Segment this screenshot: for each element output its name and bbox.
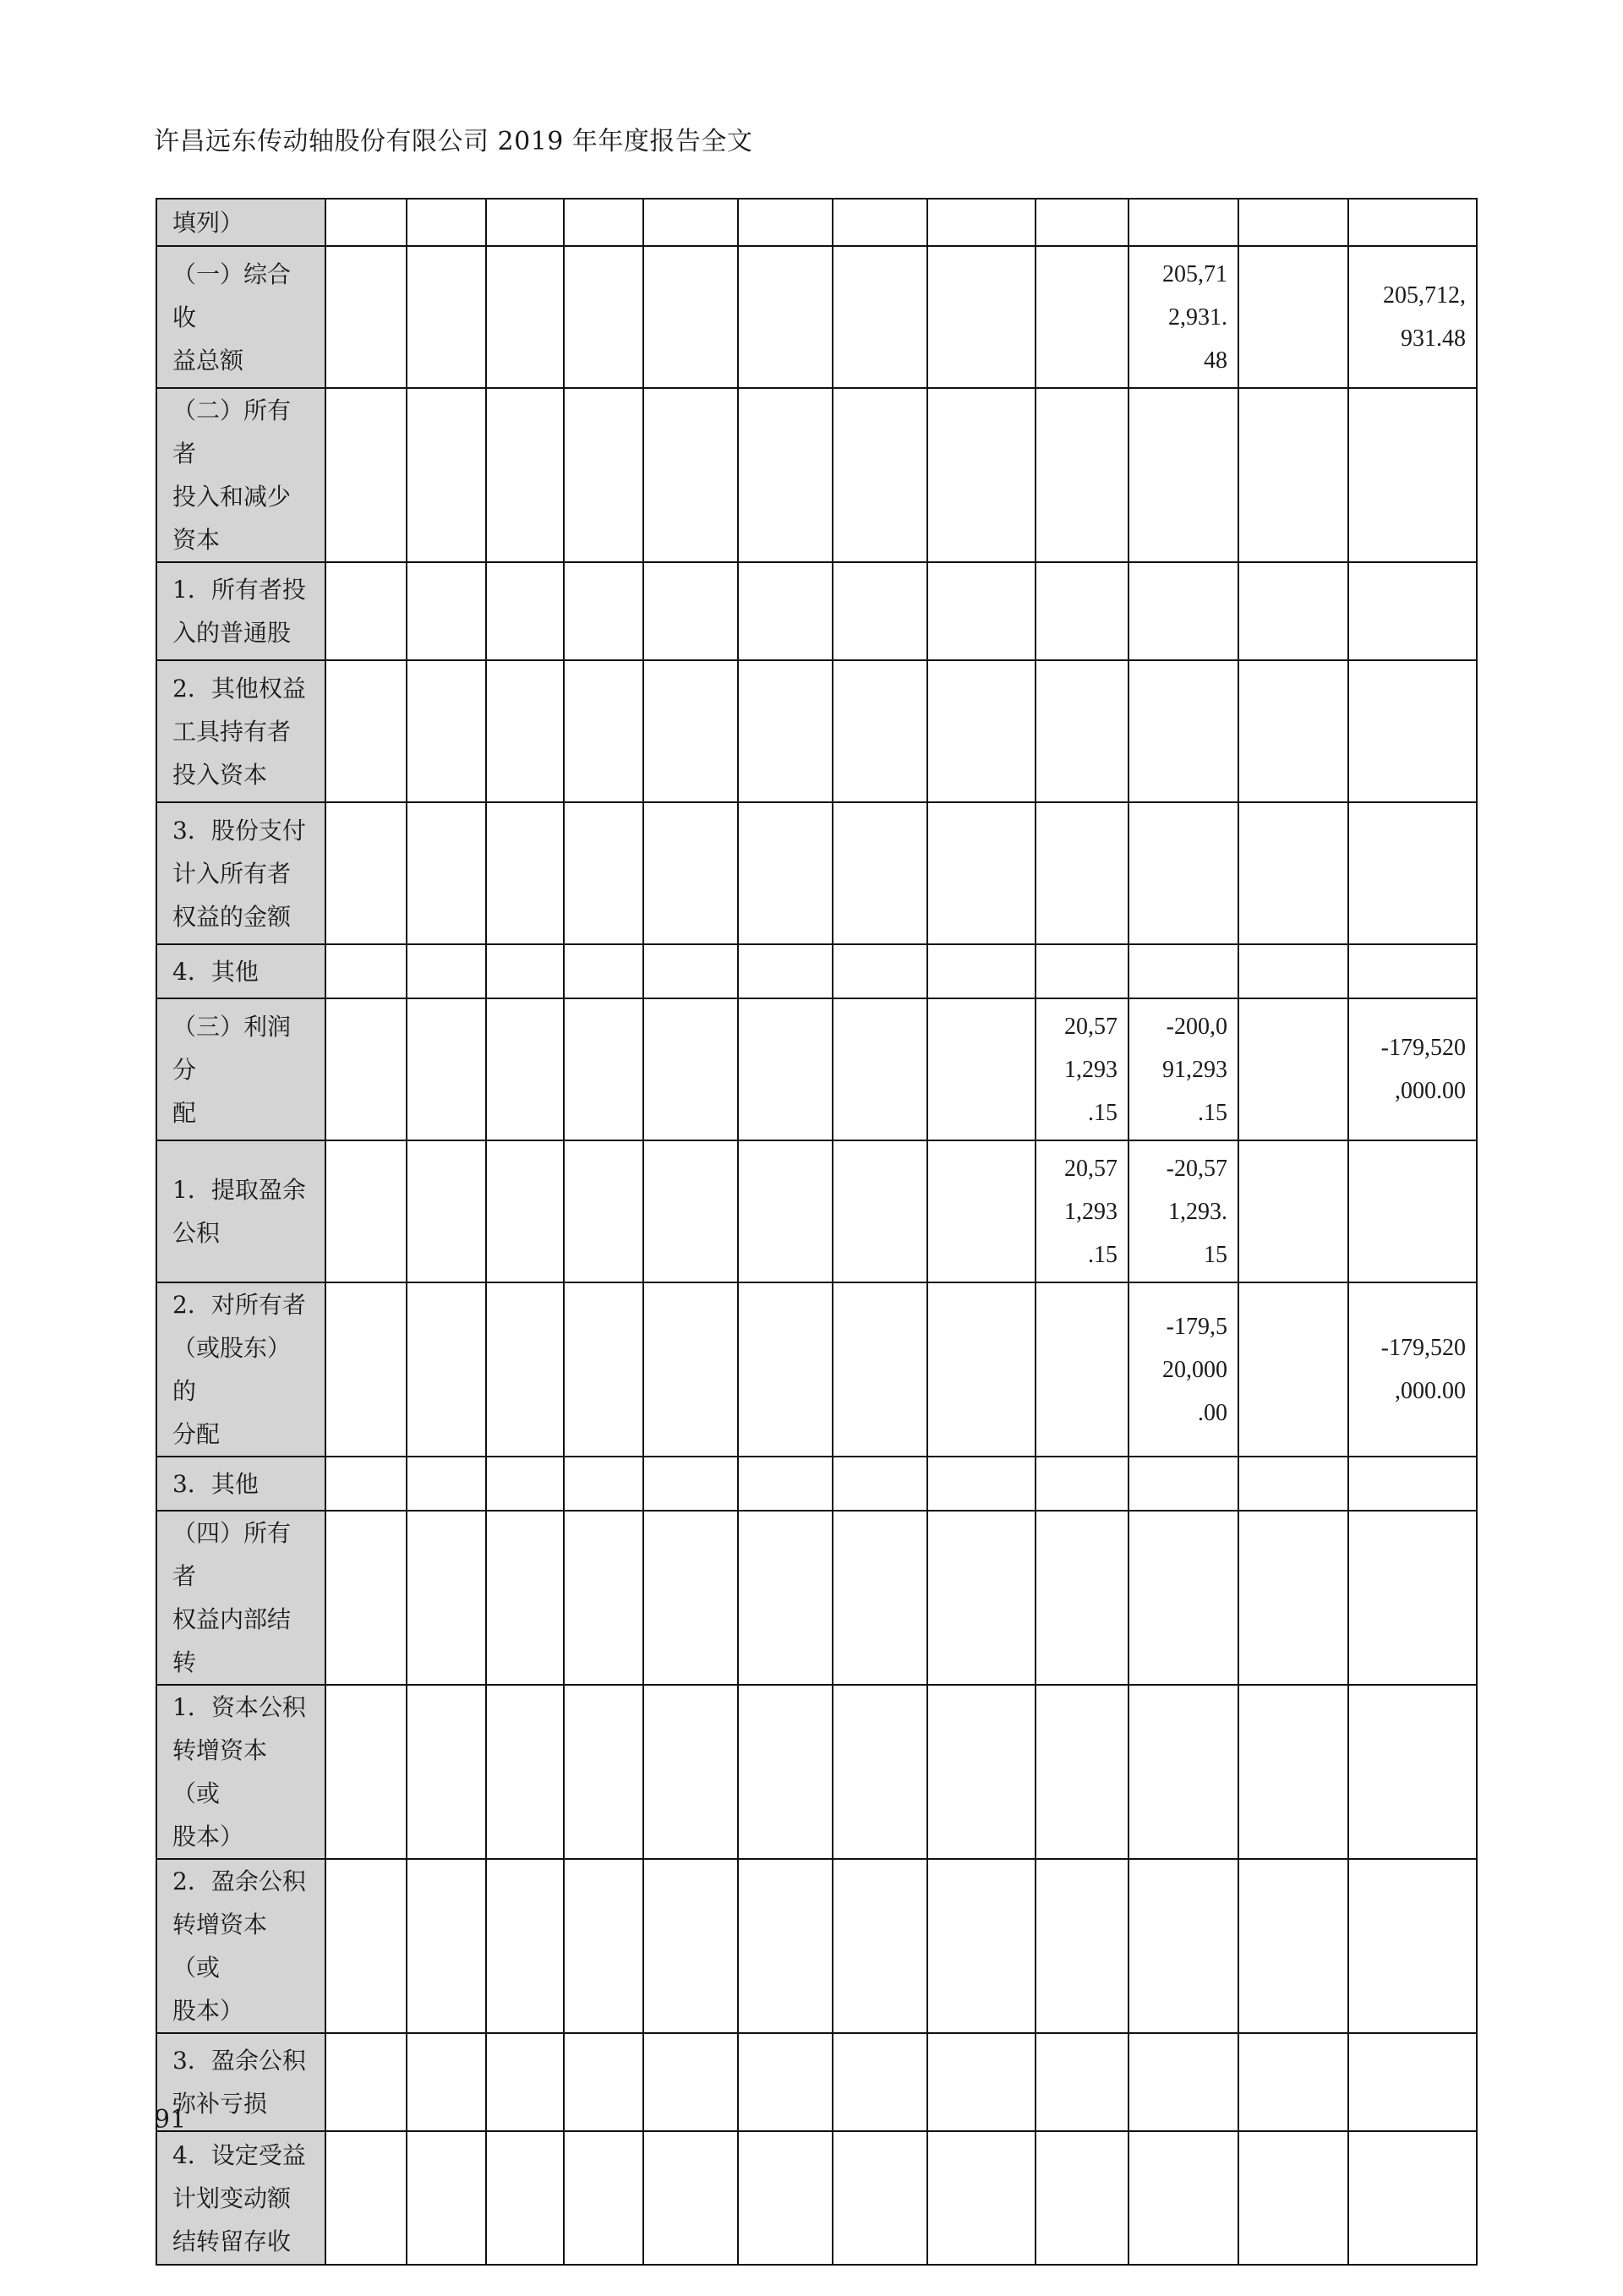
value-cell [927,2131,1036,2265]
value-cell [1128,1859,1238,2033]
value-cell [1238,802,1348,944]
value-cell [738,1511,833,1685]
value-cell [486,1457,564,1511]
row-label: 4．设定受益 计划变动额 结转留存收 [156,2131,325,2265]
value-cell [1128,660,1238,802]
value-cell [833,562,927,660]
value-cell [325,562,407,660]
value-cell [738,802,833,944]
value-cell [486,1282,564,1457]
value-cell [1036,246,1128,388]
row-label: 1．资本公积 转增资本（或 股本） [156,1685,325,1859]
value-cell [407,998,486,1140]
value-cell [1238,1140,1348,1282]
value-cell [486,802,564,944]
value-cell [564,199,643,246]
value-cell [1348,1282,1477,1457]
value-cell [833,246,927,388]
value-cell [1238,1859,1348,2033]
value-cell [1128,199,1238,246]
value-cell [325,1859,407,2033]
row-label: 3．盈余公积 弥补亏损 [156,2033,325,2131]
value-cell [738,2033,833,2131]
value-cell [486,1511,564,1685]
table-row [156,1685,1477,1859]
value-cell [833,2131,927,2265]
value-cell [325,2033,407,2131]
value-cell [1036,1140,1128,1282]
row-label: （四）所有者 权益内部结 转 [156,1511,325,1685]
value-cell [564,2131,643,2265]
value-cell [1348,2033,1477,2131]
cell-amount: -179,520 ,000.00 [1380,1335,1466,1404]
value-cell [564,998,643,1140]
value-cell [738,1859,833,2033]
value-cell [486,2131,564,2265]
value-cell [1348,660,1477,802]
value-cell [564,2033,643,2131]
cell-amount: 20,57 1,293 .15 [1064,1013,1118,1126]
page-number: 91 [154,2105,187,2135]
value-cell [833,1140,927,1282]
value-cell [833,1511,927,1685]
value-cell [1036,1685,1128,1859]
value-cell [486,246,564,388]
value-cell [1036,1511,1128,1685]
value-cell [325,1457,407,1511]
value-cell [738,998,833,1140]
value-cell [643,562,738,660]
table-row [156,388,1477,562]
value-cell [1238,199,1348,246]
value-cell [1348,562,1477,660]
row-label: 3．股份支付 计入所有者 权益的金额 [156,802,325,944]
cell-amount: 205,71 2,931. 48 [1162,260,1227,374]
value-cell [738,388,833,562]
value-cell [927,199,1036,246]
row-label: 4．其他 [156,944,325,998]
value-cell [1128,1140,1238,1282]
table-row [156,2131,1477,2265]
value-cell [407,2033,486,2131]
value-cell [927,1859,1036,2033]
value-cell [486,388,564,562]
value-cell [564,246,643,388]
value-cell [486,944,564,998]
value-cell [407,2131,486,2265]
row-label: 3．其他 [156,1457,325,1511]
value-cell [643,388,738,562]
value-cell [927,1457,1036,1511]
row-label: 填列） [156,199,325,246]
value-cell [738,944,833,998]
row-label: 2．其他权益 工具持有者 投入资本 [156,660,325,802]
value-cell [486,1859,564,2033]
value-cell [486,660,564,802]
value-cell [407,660,486,802]
value-cell [325,660,407,802]
value-cell [1238,944,1348,998]
value-cell [407,388,486,562]
value-cell [564,1282,643,1457]
value-cell [1348,1511,1477,1685]
table-row [156,660,1477,802]
value-cell [927,1511,1036,1685]
value-cell [833,1457,927,1511]
value-cell [1238,1457,1348,1511]
value-cell [325,2131,407,2265]
value-cell [1128,1685,1238,1859]
value-cell [1238,1282,1348,1457]
table-row [156,1511,1477,1685]
value-cell [1348,1859,1477,2033]
value-cell [927,802,1036,944]
value-cell [927,1282,1036,1457]
value-cell [1348,1140,1477,1282]
value-cell [643,944,738,998]
value-cell [738,1140,833,1282]
value-cell [1128,562,1238,660]
value-cell [643,1457,738,1511]
equity-changes-table [156,198,1478,2266]
value-cell [1348,802,1477,944]
value-cell [927,1685,1036,1859]
value-cell [1238,246,1348,388]
cell-amount: -179,5 20,000 .00 [1162,1313,1227,1426]
value-cell [1036,944,1128,998]
value-cell [1036,1859,1128,2033]
value-cell [1348,2131,1477,2265]
value-cell [407,1282,486,1457]
value-cell [643,1140,738,1282]
row-label: 2．盈余公积 转增资本（或 股本） [156,1859,325,2033]
value-cell [1238,2033,1348,2131]
table-row [156,1859,1477,2033]
value-cell [738,1282,833,1457]
value-cell [738,199,833,246]
value-cell [927,562,1036,660]
value-cell [325,388,407,562]
value-cell [738,246,833,388]
value-cell [1128,1282,1238,1457]
value-cell [325,199,407,246]
value-cell [1348,246,1477,388]
value-cell [486,199,564,246]
value-cell [1238,1511,1348,1685]
table-row [156,1140,1477,1282]
value-cell [643,660,738,802]
value-cell [1128,1457,1238,1511]
value-cell [1348,1457,1477,1511]
value-cell [927,660,1036,802]
value-cell [486,562,564,660]
row-label: 1．所有者投 入的普通股 [156,562,325,660]
cell-amount: -200,0 91,293 .15 [1162,1013,1227,1126]
value-cell [738,2131,833,2265]
value-cell [833,2033,927,2131]
value-cell [833,944,927,998]
value-cell [325,998,407,1140]
value-cell [1036,562,1128,660]
value-cell [486,2033,564,2131]
row-label: 1．提取盈余 公积 [156,1140,325,1282]
value-cell [564,944,643,998]
value-cell [407,199,486,246]
value-cell [407,1511,486,1685]
value-cell [643,2033,738,2131]
value-cell [1238,660,1348,802]
value-cell [1238,562,1348,660]
cell-amount: -179,520 ,000.00 [1380,1035,1466,1104]
value-cell [833,1685,927,1859]
value-cell [325,1685,407,1859]
table-row [156,562,1477,660]
value-cell [325,802,407,944]
value-cell [564,660,643,802]
value-cell [927,388,1036,562]
value-cell [564,802,643,944]
value-cell [1238,388,1348,562]
report-header-title: 许昌远东传动轴股份有限公司 2019 年年度报告全文 [154,127,753,156]
value-cell [833,660,927,802]
value-cell [325,1282,407,1457]
cell-amount: -20,57 1,293. 15 [1166,1155,1227,1268]
value-cell [643,998,738,1140]
value-cell [833,1859,927,2033]
value-cell [1348,1685,1477,1859]
value-cell [564,1511,643,1685]
row-label: （一）综合收 益总额 [156,246,325,388]
value-cell [325,246,407,388]
table-row [156,944,1477,998]
value-cell [407,944,486,998]
value-cell [1128,2131,1238,2265]
value-cell [407,1140,486,1282]
value-cell [738,1457,833,1511]
table-row [156,246,1477,388]
value-cell [643,802,738,944]
value-cell [833,802,927,944]
value-cell [407,246,486,388]
value-cell [1036,1457,1128,1511]
cell-amount: 20,57 1,293 .15 [1064,1155,1118,1268]
value-cell [1128,388,1238,562]
value-cell [407,802,486,944]
row-label: （三）利润分 配 [156,998,325,1140]
value-cell [927,2033,1036,2131]
value-cell [1128,246,1238,388]
value-cell [1036,2131,1128,2265]
value-cell [833,199,927,246]
value-cell [564,1457,643,1511]
value-cell [1036,1282,1128,1457]
value-cell [325,1140,407,1282]
value-cell [643,246,738,388]
value-cell [738,1685,833,1859]
value-cell [643,1282,738,1457]
value-cell [833,1282,927,1457]
value-cell [643,199,738,246]
value-cell [1238,2131,1348,2265]
value-cell [1036,199,1128,246]
row-label: 2．对所有者 （或股东）的 分配 [156,1282,325,1457]
value-cell [833,388,927,562]
value-cell [1348,388,1477,562]
row-label: （二）所有者 投入和减少 资本 [156,388,325,562]
value-cell [1128,944,1238,998]
value-cell [1036,2033,1128,2131]
value-cell [1036,998,1128,1140]
table-row [156,1282,1477,1457]
cell-amount: 205,712, 931.48 [1383,282,1466,352]
value-cell [1128,802,1238,944]
value-cell [1128,998,1238,1140]
value-cell [407,1859,486,2033]
value-cell [407,1685,486,1859]
value-cell [564,1685,643,1859]
value-cell [1348,199,1477,246]
value-cell [927,246,1036,388]
value-cell [643,1511,738,1685]
value-cell [1128,1511,1238,1685]
value-cell [564,388,643,562]
value-cell [1348,944,1477,998]
value-cell [325,944,407,998]
table-row [156,802,1477,944]
value-cell [486,998,564,1140]
value-cell [564,1140,643,1282]
table-row [156,199,1477,246]
value-cell [486,1140,564,1282]
value-cell [643,1685,738,1859]
value-cell [1238,998,1348,1140]
value-cell [564,1859,643,2033]
value-cell [407,1457,486,1511]
value-cell [325,1511,407,1685]
value-cell [927,1140,1036,1282]
value-cell [1036,660,1128,802]
value-cell [1036,802,1128,944]
value-cell [927,998,1036,1140]
value-cell [1036,388,1128,562]
value-cell [833,998,927,1140]
value-cell [643,1859,738,2033]
value-cell [486,1685,564,1859]
value-cell [738,660,833,802]
value-cell [927,944,1036,998]
table-row [156,998,1477,1140]
value-cell [643,2131,738,2265]
value-cell [407,562,486,660]
value-cell [1348,998,1477,1140]
value-cell [738,562,833,660]
table-row [156,2033,1477,2131]
value-cell [1238,1685,1348,1859]
value-cell [1128,2033,1238,2131]
value-cell [564,562,643,660]
table-row [156,1457,1477,1511]
